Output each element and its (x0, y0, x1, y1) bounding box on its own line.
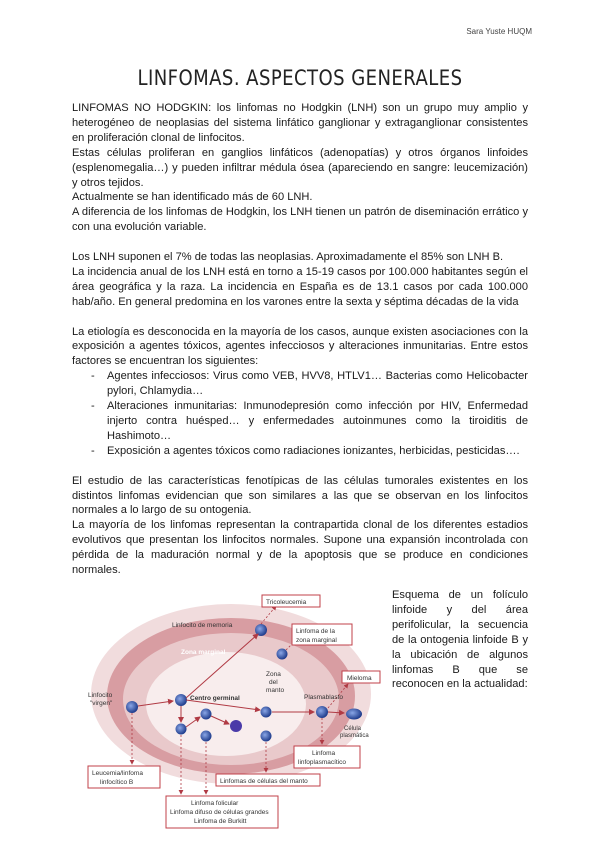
cell-7 (261, 731, 272, 742)
linfoma-folicular-label-3: Linfoma de Burkitt (194, 818, 247, 825)
linfocito-memoria-label: Linfocito de memoria (172, 622, 233, 629)
page-title: LINFOMAS. ASPECTOS GENERALES (137, 66, 463, 90)
cell-1 (175, 694, 187, 706)
linfoma-zona-marginal-label-2: zona marginal (296, 637, 337, 644)
cell-plasmatica (346, 709, 362, 720)
linfoma-zona-marginal-label-1: Linfoma de la (296, 628, 336, 635)
list-item: - Agentes infecciosos: Virus como VEB, HVV8, HTLV1… Bacterias como Helicobacter pylori, Chlamydia… (107, 369, 528, 399)
leucemia-label-1: Leucemia/linfoma (92, 770, 143, 777)
celula-plasmatica-label-1: Célula (344, 726, 362, 732)
linfoma-folicular-label-2: Linfoma difuso de células grandes (170, 809, 269, 816)
factors-list (72, 369, 528, 458)
list-item: - Alteraciones inmunitarias: Inmunodepresión como infección por HIV, Enfermedad injerto contra huésped… y enfermedades autoinmunes como la tiroiditis de Hashimoto… (107, 399, 528, 444)
diagram-caption: Esquema de un folículo linfoide y del área perifolicular, la secuencia de la ontogenia linfoide B y la ubicación de algunos linfomas B que se reconocen en la actualidad: (392, 589, 528, 691)
linfoma-linfoplasmacitico-label-1: Linfoma (312, 750, 336, 757)
cell-memoria (255, 624, 267, 636)
cell-6 (261, 707, 272, 718)
paragraph: El estudio de las características fenotípicas de las células tumorales existentes en los distintos linfomas evidencian que son similares a las que se observan en los linfocitos normales a lo largo de su ontogenia. (72, 474, 528, 517)
linfoma-manto-label: Linfomas de células del manto (220, 778, 308, 785)
cell-5 (230, 720, 242, 732)
follicle-diagram (86, 584, 386, 834)
author-header: Sara Yuste HUQM (466, 27, 532, 36)
zona-manto-label-2: del (269, 679, 278, 686)
paragraph: LINFOMAS NO HODGKIN: los linfomas no Hodgkin (LNH) son un grupo muy amplio y heterogéneo de neoplasias del sistema linfático ganglionar y extraganglionar consistentes en proliferación clonal de linfocitos. (72, 102, 528, 144)
celula-plasmatica-label-2: plasmática (340, 733, 369, 739)
cell-virgen (126, 701, 138, 713)
cell-marginal (277, 649, 288, 660)
leucemia-label-2: linfocítico B (100, 779, 134, 786)
cell-plasmablasto (316, 706, 328, 718)
cell-3 (201, 709, 212, 720)
zona-manto-label-3: manto (266, 687, 285, 694)
paragraph: La etiología es desconocida en la mayoría de los casos, aunque existen asociaciones con la exposición a agentes tóxicos, agentes infecciosos y alteraciones inmunitarias. Entre estos factores se encuentran los siguientes: (72, 325, 528, 368)
mieloma-label: Mieloma (347, 675, 372, 682)
linfocito-virgen-label-2: "virgen" (90, 700, 113, 707)
list-item: - Exposición a agentes tóxicos como radiaciones ionizantes, herbicidas, pesticidas…. (107, 444, 528, 459)
cell-4 (201, 731, 212, 742)
zona-manto-label-1: Zona (266, 671, 281, 678)
tricoleucemia-label: Tricoleucemia (266, 599, 307, 606)
cell-2 (176, 724, 187, 735)
linfoma-folicular-label-1: Linfoma folicular (191, 800, 239, 807)
centro-germinal-label: Centro germinal (190, 695, 240, 702)
paragraph: La incidencia anual de los LNH está en torno a 15-19 casos por 100.000 habitantes según el área geográfica y la raza. La incidencia en España es de 13.1 casos por cada 100.000 hab/año. En general predomina en los varones entre la sexta y séptima décadas de la vida (72, 265, 528, 308)
intro-section (72, 101, 528, 578)
paragraph: A diferencia de los linfomas de Hodgkin, los LNH tienen un patrón de diseminación errático y con una evolución variable. (72, 206, 528, 234)
linfocito-virgen-label-1: Linfocito (88, 692, 113, 699)
paragraph: La mayoría de los linfomas representan la contrapartida clonal de los diferentes estadios evolutivos que presentan los linfocitos normales. Supone una expansión incontrolada con pérdida de la maduración normal y de la apoptosis que se produce en condiciones normales. (72, 519, 528, 577)
paragraph: Los LNH suponen el 7% de todas las neoplasias. Aproximadamente el 85% son LNH B. (72, 251, 504, 264)
zona-marginal-label: Zona marginal (181, 649, 226, 656)
linfoma-linfoplasmacitico-label-2: linfoplasmacítico (298, 759, 347, 766)
germinal-center (146, 652, 306, 756)
paragraph: Estas células proliferan en ganglios linfáticos (adenopatías) y otros órganos linfoides (esplenomegalia…) y pueden infiltrar médula ósea (apareciendo en sangre: leucemización) y otros tejidos. (72, 146, 528, 189)
paragraph: Actualmente se han identificado más de 60 LNH. (72, 191, 313, 204)
plasmablasto-label: Plasmablasto (304, 694, 344, 701)
